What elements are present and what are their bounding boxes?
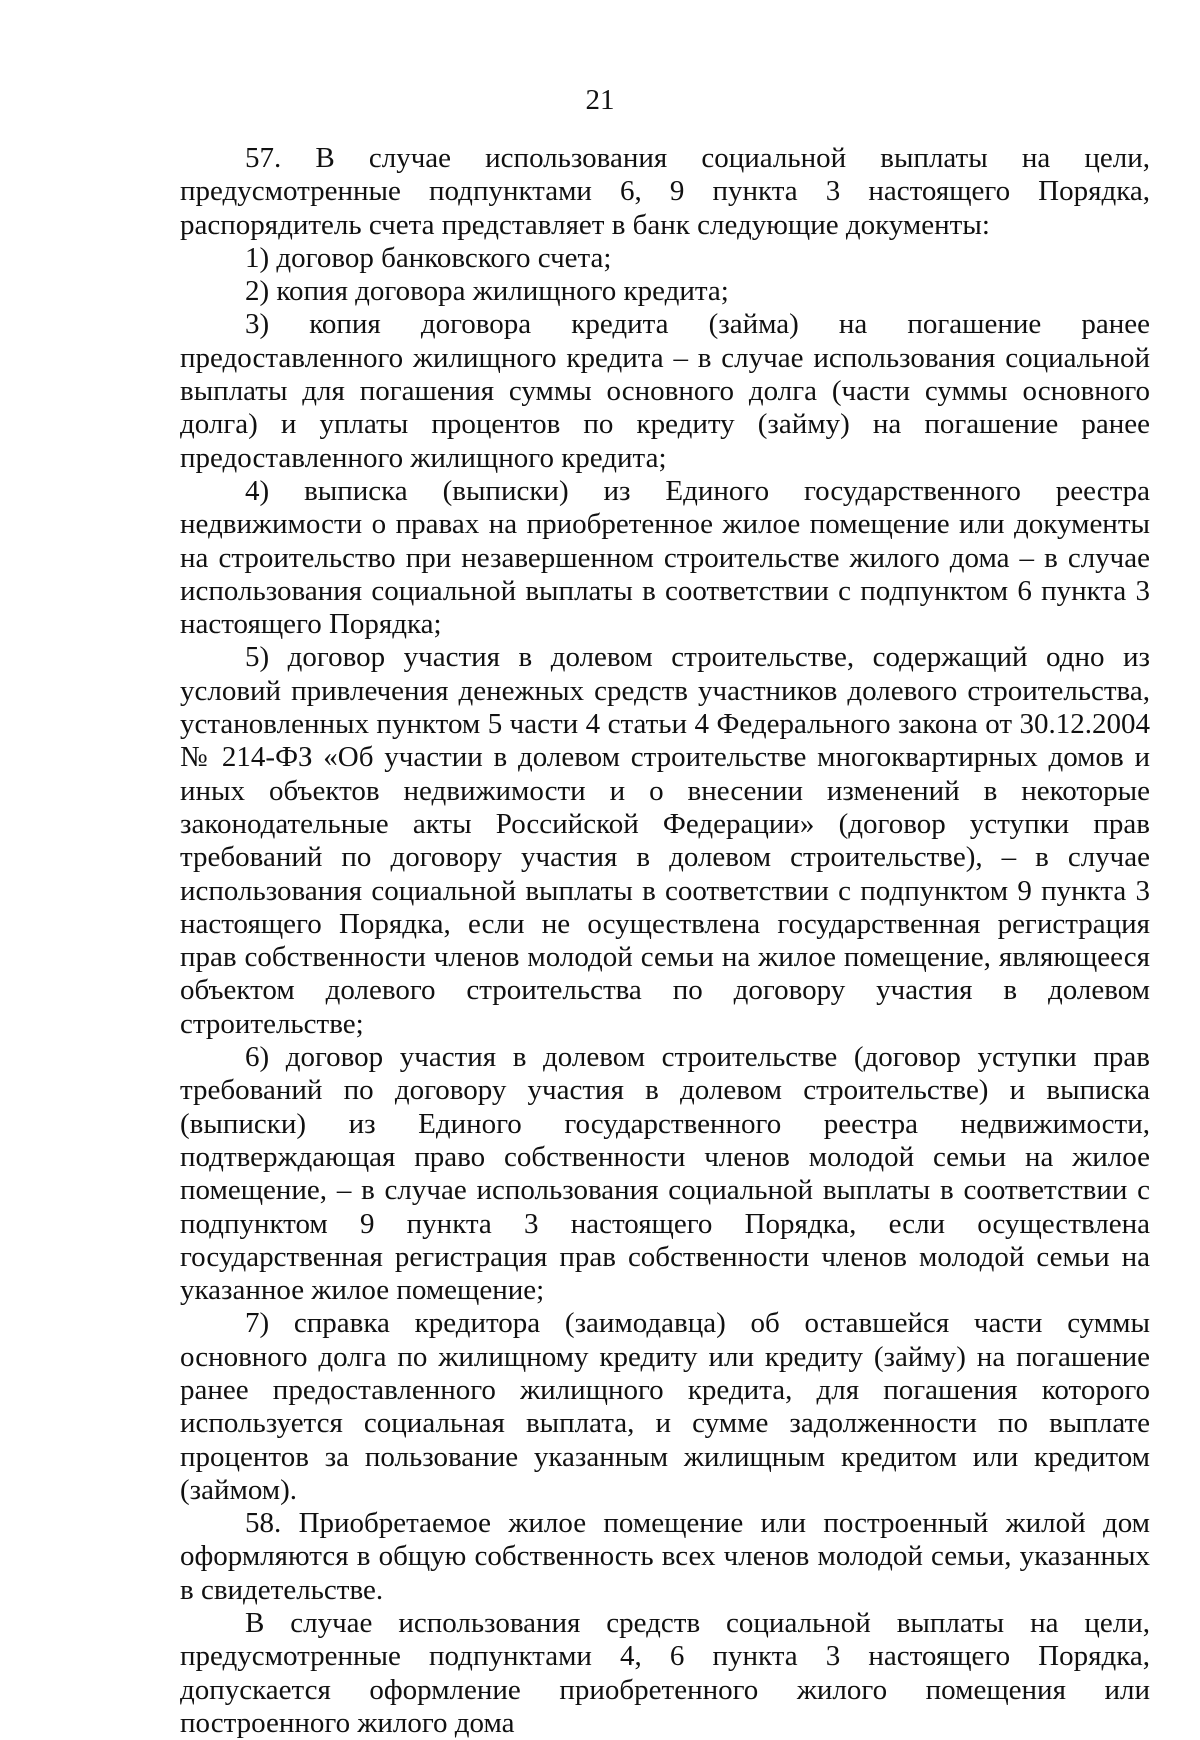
document-body [180, 142, 1150, 1740]
list-item-6: 6) договор участия в долевом строительстве (договор уступки прав требований по договору участия в долевом строительстве) и выписка (выписки) из Единого государственного реестра недвижимости, подтверждающая право собственности членов молодой семьи на жилое помещение, – в случае использования социальной выплаты в соответствии с подпунктом 9 пункта 3 настоящего Порядка, если осуществлена государственная регистрация прав собственности членов молодой семьи на указанное жилое помещение; [180, 1041, 1150, 1307]
list-item-2: 2) копия договора жилищного кредита; [245, 275, 729, 308]
paragraph-57-intro: 57. В случае использования социальной выплаты на цели, предусмотренные подпунктами 6, 9 пункта 3 настоящего Порядка, распорядитель счета представляет в банк следующие документы: [180, 142, 1150, 241]
list-item-5: 5) договор участия в долевом строительстве, содержащий одно из условий привлечения денежных средств участников долевого строительства, установленных пунктом 5 части 4 статьи 4 Федерального закона от 30.12.2004 № 214-ФЗ «Об участии в долевом строительстве многоквартирных домов и иных объектов недвижимости и о внесении изменений в некоторые законодательные акты Российской Федерации» (договор уступки прав требований по договору участия в долевом строительстве), – в случае использования социальной выплаты в соответствии с подпунктом 9 пункта 3 настоящего Порядка, если не осуществлена государственная регистрация прав собственности членов молодой семьи на жилое помещение, являющееся объектом долевого строительства по договору участия в долевом строительстве; [180, 641, 1150, 1040]
list-item-1: 1) договор банковского счета; [245, 241, 612, 274]
list-item-4: 4) выписка (выписки) из Единого государственного реестра недвижимости о правах на приобретенное жилое помещение или документы на строительство при незавершенном строительстве жилого дома – в случае использования социальной выплаты в соответствии с подпунктом 6 пункта 3 настоящего Порядка; [180, 474, 1150, 641]
paragraph-58-continuation: В случае использования средств социальной выплаты на цели, предусмотренные подпунктами 4, 6 пункта 3 настоящего Порядка, допускается оформление приобретенного жилого помещения или построенного жилого дома [180, 1607, 1150, 1739]
paragraph-58: 58. Приобретаемое жилое помещение или построенный жилой дом оформляются в общую собственность всех членов молодой семьи, указанных в свидетельстве. [180, 1507, 1150, 1606]
page-number: 21 [585, 84, 615, 116]
list-item-3: 3) копия договора кредита (займа) на погашение ранее предоставленного жилищного кредита – в случае использования социальной выплаты для погашения суммы основного долга (части суммы основного долга) и уплаты процентов по кредиту (займу) на погашение ранее предоставленного жилищного кредита; [180, 308, 1150, 474]
list-item-7: 7) справка кредитора (заимодавца) об оставшейся части суммы основного долга по жилищному кредиту или кредиту (займу) на погашение ранее предоставленного жилищного кредита, для погашения которого используется социальная выплата, и сумме задолженности по выплате процентов за пользование указанным жилищным кредитом или кредитом (займом). [180, 1307, 1150, 1506]
